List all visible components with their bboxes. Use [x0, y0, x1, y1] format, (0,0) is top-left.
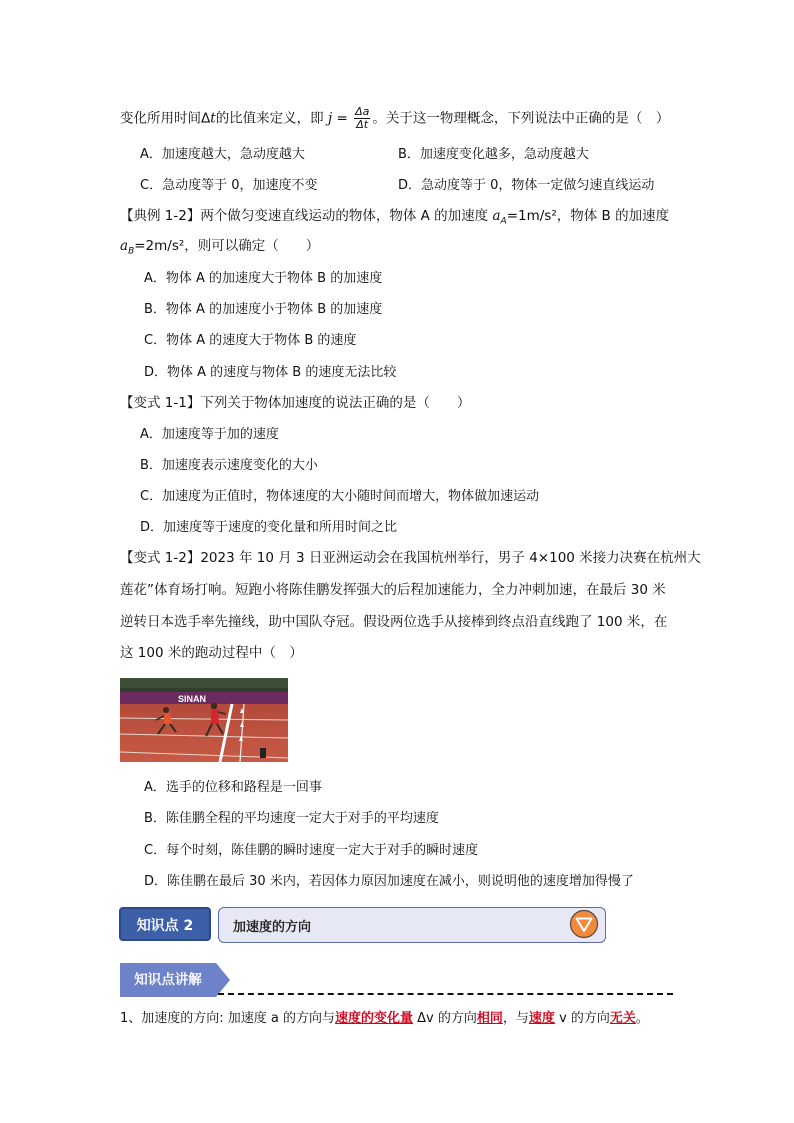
variant-1-2-line1 [120, 548, 701, 568]
intro-option-c: C．急动度等于 0，加速度不变 [140, 178, 318, 193]
knowledge-point-badge: 知识点 2 [119, 907, 211, 941]
knowledge-point-bar[interactable] [218, 907, 606, 943]
p1-highlight-unrelated: 无关 [609, 1011, 636, 1026]
variant-1-2-line3: 逆转日本选手率先撞线，助中国队夺冠。假设两位选手从接棒到终点沿直线跑了 100 米，在 [120, 614, 668, 630]
var11-option-a: A．加速度等于加的速度 [140, 427, 279, 442]
var12-option-c: C．每个时刻，陈佳鹏的瞬时速度一定大于对手的瞬时速度 [144, 843, 479, 858]
p1-highlight-velocity: 速度 [528, 1011, 555, 1026]
relay-finish-photo [120, 678, 288, 762]
ex12-text-1: 【典例 1-2】两个做匀变速直线运动的物体，物体 A 的加速度 [120, 208, 493, 224]
intro-eq: = [332, 110, 353, 127]
p1-highlight-change: 速度的变化量 [335, 1011, 414, 1026]
var12-option-d: D．陈佳鹏在最后 30 米内，若因体力原因加速度在减小，则说明他的速度增加得慢了 [144, 874, 634, 889]
p1-text-b: Δv 的方向 [413, 1011, 477, 1026]
p1-text-c: ，与 [502, 1011, 529, 1026]
p1-text-d: v 的方向 [554, 1011, 610, 1026]
variant-1-2-line2: 莲花”体育场打响。短跑小将陈佳鹏发挥强大的后程加速能力，全力冲刺加速，在最后 30 米 [120, 582, 666, 598]
sub-b: B [128, 246, 135, 257]
ex12-option-d: D．物体 A 的速度与物体 B 的速度无法比较 [144, 365, 397, 380]
var11-option-c: C．加速度为正值时，物体速度的大小随时间而增大，物体做加速运动 [140, 489, 540, 504]
var12-line1-text: 2023 年 10 月 3 日亚洲运动会在我国杭州举行，男子 4×100 米接力决赛在杭州大 [200, 550, 701, 566]
point-1-text [120, 1009, 649, 1029]
intro-option-b: B．加速度变化越多，急动度越大 [398, 147, 589, 162]
example-1-2-stem-line2 [120, 236, 319, 262]
dashed-divider [218, 993, 673, 995]
ex12-text-3: =2m/s²，则可以确定（ ） [134, 238, 320, 254]
explanation-tag-label: 知识点讲解 [134, 972, 202, 988]
relay-photo-illustration [120, 678, 288, 762]
ex12-option-b: B．物体 A 的加速度小于物体 B 的加速度 [144, 302, 383, 317]
chevron-down-icon[interactable] [569, 909, 599, 939]
var-a-a: a [492, 208, 501, 224]
var12-option-b: B．陈佳鹏全程的平均速度一定大于对手的平均速度 [144, 811, 439, 826]
fraction-numerator: Δa [355, 105, 370, 118]
intro-option-d: D．急动度等于 0，物体一定做匀速直线运动 [398, 178, 655, 193]
ex12-option-a: A．物体 A 的加速度大于物体 B 的加速度 [144, 271, 383, 286]
var-j: j [327, 110, 333, 127]
example-1-2-stem-line1 [120, 206, 669, 232]
intro-stem [120, 106, 669, 131]
var11-option-b: B．加速度表示速度变化的大小 [140, 458, 318, 473]
fraction-denominator: Δt [356, 118, 369, 131]
variant-1-2-line4: 这 100 米的跑动过程中（ ） [120, 645, 303, 661]
intro-text-3: 。关于这一物理概念，下列说法中正确的是（ ） [372, 110, 670, 127]
intro-text-1: 变化所用时间Δ [120, 110, 211, 127]
var-a-b: a [120, 238, 129, 254]
p1-highlight-same: 相同 [476, 1011, 503, 1026]
intro-option-a: A．加速度越大，急动度越大 [140, 147, 305, 162]
p1-text-a: 1、加速度的方向: 加速度 a 的方向与 [120, 1011, 336, 1026]
var12-label: 【变式 1-2】 [120, 550, 201, 566]
sub-a: A [500, 216, 507, 227]
variant-1-1-stem: 【变式 1-1】下列关于物体加速度的说法正确的是（ ） [120, 395, 471, 411]
explanation-tag [120, 963, 232, 997]
var-t: t [210, 110, 216, 127]
var11-option-d: D．加速度等于速度的变化量和所用时间之比 [140, 520, 398, 535]
p1-text-e: 。 [635, 1011, 649, 1026]
photo-banner-text: SINAN [178, 694, 207, 704]
intro-text-2: 的比值来定义，即 [215, 110, 328, 127]
knowledge-point-title: 加速度的方向 [233, 920, 312, 935]
ex12-option-c: C．物体 A 的速度大于物体 B 的速度 [144, 333, 357, 348]
fraction-da-dt [354, 106, 370, 131]
ex12-text-2: =1m/s²，物体 B 的加速度 [506, 208, 670, 224]
var12-option-a: A．选手的位移和路程是一回事 [144, 780, 322, 795]
